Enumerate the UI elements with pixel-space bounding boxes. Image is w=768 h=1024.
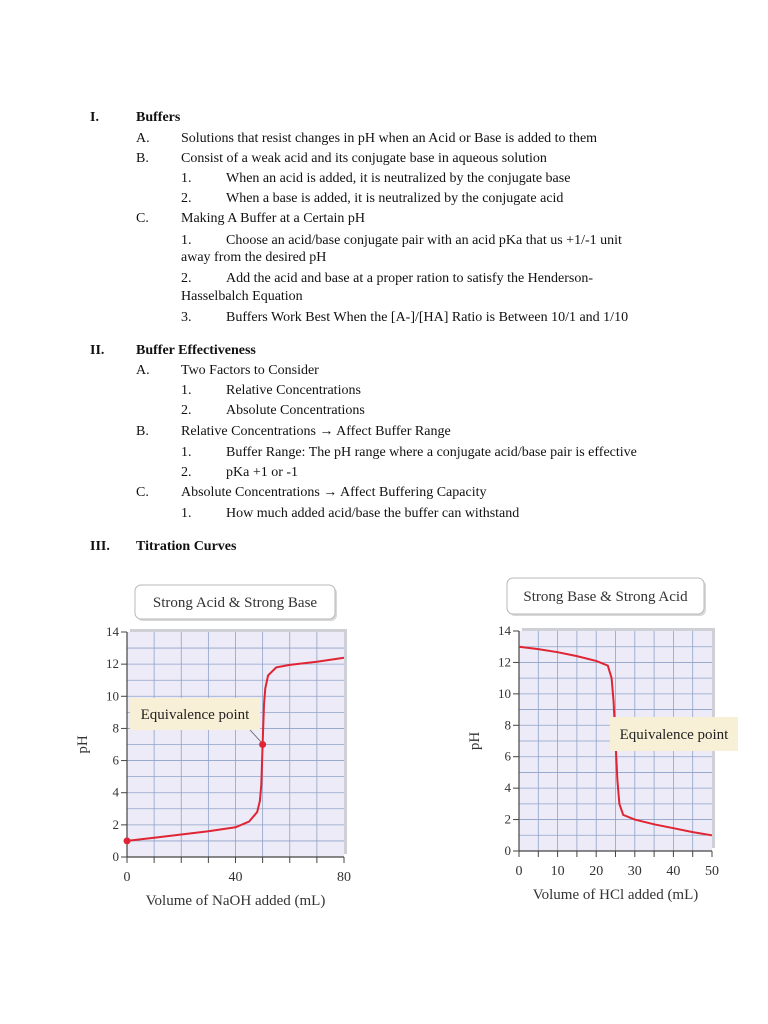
y-axis-label: pH	[75, 735, 91, 754]
x-tick-label: 0	[123, 870, 131, 885]
item-2b-text: Relative Concentrations → Affect Buffer Range	[181, 424, 451, 439]
titration-chart-strong-acid	[70, 575, 370, 920]
titration-chart-strong-base	[440, 570, 740, 915]
x-tick-label: 0	[515, 864, 523, 879]
chart-title: Strong Acid & Strong Base	[152, 595, 318, 611]
item-1a-label: A.	[136, 131, 150, 146]
x-tick-label: 40	[228, 870, 243, 885]
y-tick-label: 14	[106, 624, 119, 639]
y-tick-label: 10	[106, 688, 119, 704]
x-tick-label: 80	[337, 870, 351, 885]
item-2a2-label: 2.	[181, 403, 192, 418]
equivalence-callout-text: Equivalence point	[619, 727, 729, 743]
x-tick-label: 40	[666, 864, 681, 879]
item-2b2-label: 2.	[181, 465, 192, 480]
x-tick-label: 10	[550, 864, 565, 879]
item-2c1-label: 1.	[181, 506, 192, 521]
y-tick-label: 2	[112, 816, 119, 832]
item-2a2-text: Absolute Concentrations	[226, 403, 365, 418]
y-tick-label: 2	[504, 811, 511, 827]
item-1c3-text: Buffers Work Best When the [A-]/[HA] Ratio is Between 10/1 and 1/10	[226, 310, 629, 325]
item-1b-label: B.	[136, 151, 149, 166]
item-1b1-text: When an acid is added, it is neutralized by the conjugate base	[226, 171, 571, 186]
section-1-numeral: I.	[90, 110, 99, 125]
y-tick-label: 6	[504, 748, 511, 764]
y-tick-label: 0	[504, 843, 511, 858]
y-tick-label: 8	[112, 720, 119, 736]
section-3-title: Titration Curves	[136, 539, 237, 554]
start-point-marker	[124, 837, 131, 844]
y-tick-label: 6	[112, 752, 119, 768]
item-2c1-text: How much added acid/base the buffer can withstand	[226, 506, 520, 521]
item-1c-label: C.	[136, 211, 149, 226]
y-tick-label: 12	[498, 654, 511, 670]
item-2b-label: B.	[136, 424, 149, 439]
y-tick-label: 4	[112, 784, 119, 800]
item-1c2-label: 2.	[181, 271, 192, 286]
item-2b1-label: 1.	[181, 445, 192, 460]
item-1c1-label: 1.	[181, 233, 192, 248]
y-tick-label: 12	[106, 656, 119, 672]
x-tick-label: 50	[705, 864, 719, 879]
item-1b-text: Consist of a weak acid and its conjugate base in aqueous solution	[181, 151, 547, 166]
y-tick-label: 4	[504, 780, 511, 796]
item-1b2-text: When a base is added, it is neutralized by the conjugate acid	[226, 191, 564, 206]
item-1b1-label: 1.	[181, 171, 192, 186]
x-axis-label: Volume of NaOH added (mL)	[145, 893, 326, 909]
y-tick-label: 14	[498, 623, 511, 638]
section-2-title: Buffer Effectiveness	[136, 343, 256, 358]
item-2a1-label: 1.	[181, 383, 192, 398]
item-1c2-continuation: Hasselbalch Equation	[181, 289, 303, 304]
item-1c2-text: Add the acid and base at a proper ration to satisfy the Henderson-	[226, 271, 593, 286]
chart-title: Strong Base & Strong Acid	[523, 589, 688, 605]
y-tick-label: 8	[504, 717, 511, 733]
y-axis-label: pH	[467, 731, 483, 751]
x-axis-label: Volume of HCl added (mL)	[532, 887, 699, 903]
equivalence-point-marker	[259, 741, 266, 748]
item-1c-text: Making A Buffer at a Certain pH	[181, 211, 366, 226]
item-1c1-text: Choose an acid/base conjugate pair with an acid pKa that us +1/-1 unit	[226, 233, 622, 248]
item-2a-label: A.	[136, 363, 150, 378]
item-1a-text: Solutions that resist changes in pH when an Acid or Base is added to them	[181, 131, 598, 146]
item-2a-text: Two Factors to Consider	[181, 363, 319, 378]
section-2-numeral: II.	[90, 343, 105, 358]
item-1b2-label: 2.	[181, 191, 192, 206]
item-1c3-label: 3.	[181, 310, 192, 325]
x-tick-label: 30	[627, 864, 642, 879]
section-3-numeral: III.	[90, 539, 110, 554]
item-2b2-text: pKa +1 or -1	[226, 465, 299, 480]
item-2c-label: C.	[136, 485, 149, 500]
y-tick-label: 0	[112, 849, 119, 864]
equivalence-callout-text: Equivalence point	[140, 707, 250, 723]
section-1-title: Buffers	[136, 110, 181, 125]
x-tick-label: 20	[589, 864, 604, 879]
item-2b1-text: Buffer Range: The pH range where a conjugate acid/base pair is effective	[226, 445, 637, 460]
item-2a1-text: Relative Concentrations	[226, 383, 361, 398]
item-2c-text: Absolute Concentrations → Affect Buffering Capacity	[181, 485, 487, 500]
item-1c1-continuation: away from the desired pH	[181, 250, 327, 265]
y-tick-label: 10	[498, 685, 511, 701]
